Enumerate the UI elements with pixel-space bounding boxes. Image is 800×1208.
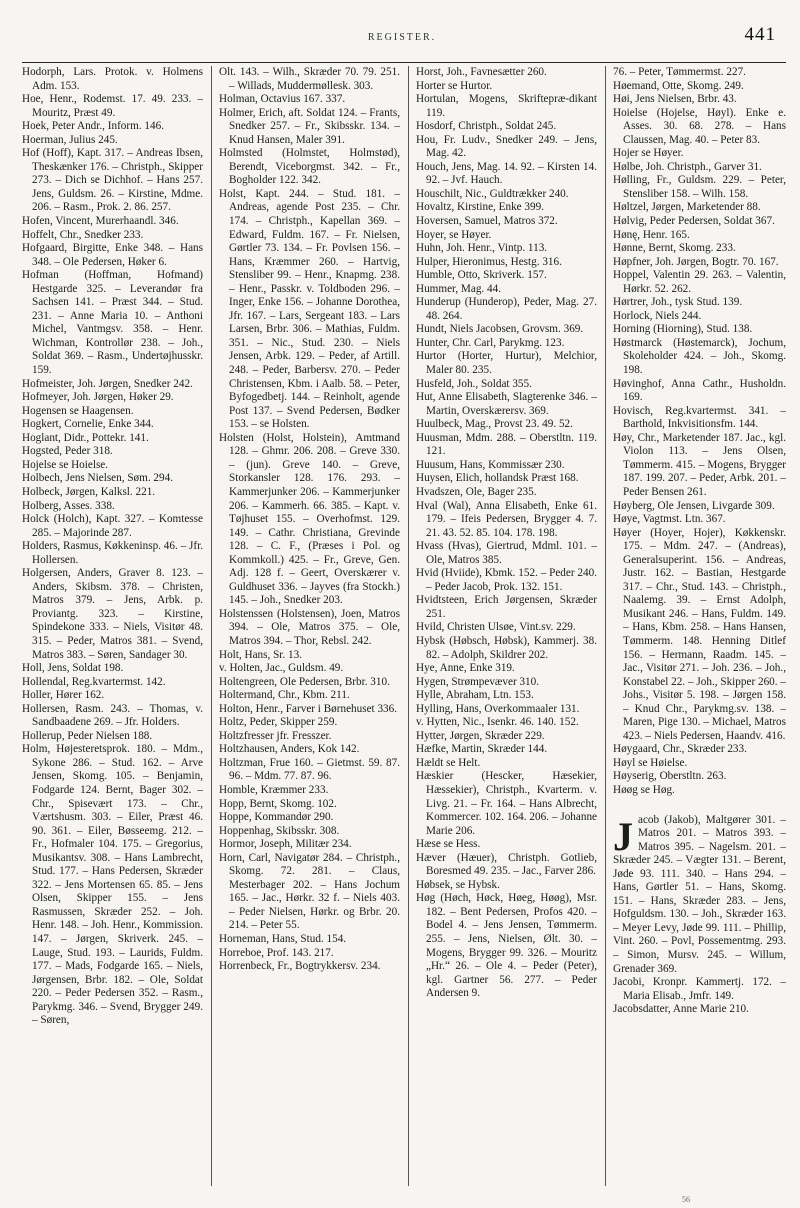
index-entry: Huysen, Elich, hollandsk Præst 168. xyxy=(416,472,579,485)
index-entry: Hvid (Hviide), Kbmk. 152. – Peder 240. – Peder Jacob, Prok. 132. 151. xyxy=(416,567,597,593)
index-entry: Hummer, Mag. 44. xyxy=(416,282,501,295)
index-entry: Høi, Jens Nielsen, Brbr. 43. xyxy=(613,93,737,106)
index-entry: Holtermand, Chr., Kbm. 211. xyxy=(219,689,350,702)
index-column-4 xyxy=(613,66,786,1186)
index-entry: Hønne, Bernt, Skomg. 233. xyxy=(613,242,736,255)
index-entry: Hæver (Hæuer), Christph. Gotlieb, Boresmed 49. 235. – Jac., Farver 286. xyxy=(416,851,597,878)
index-entry: Hovisch, Reg.kvartermst. 341. – Barthold, Inkvisitionsfm. 144. xyxy=(613,404,786,431)
index-entry: Hollendal, Reg.kvartermst. 142. xyxy=(22,675,166,688)
index-entry: Hortulan, Mogens, Skriftepræ-dikant 119. xyxy=(416,93,597,119)
index-entry: Hoglant, Didr., Pottekr. 141. xyxy=(22,431,149,444)
index-entry: Humble, Otto, Skriverk. 157. xyxy=(416,269,547,282)
index-entry: Holtzman, Frue 160. – Gietmst. 59. 87. 96. – Mdm. 77. 87. 96. xyxy=(219,756,400,783)
index-entry: Hvadszen, Ole, Bager 235. xyxy=(416,485,537,498)
index-entry: Hvass (Hvas), Giertrud, Mdml. 101. – Ole, Matros 385. xyxy=(416,540,597,566)
column-divider xyxy=(408,66,409,1186)
index-entry: Holler, Hører 162. xyxy=(22,689,105,702)
index-entry: Holbech, Jens Nielsen, Søm. 294. xyxy=(22,472,174,485)
index-entry: Hoe, Henr., Rodemst. 17. 49. 233. – Mouritz, Præst 49. xyxy=(22,93,203,119)
index-column-1 xyxy=(22,66,203,1186)
index-entry: Husfeld, Joh., Soldat 355. xyxy=(416,377,532,390)
index-entry: Horrenbeck, Fr., Bogtrykkersv. 234. xyxy=(219,960,381,973)
index-entry: Holsten (Holst, Holstein), Amtmand 128. – Ghmr. 206. 208. – Greve 330. – (jun). Greve 140. – Greve, Storkansler 128. 176. 293. – Kammerjunker 206. – Kammerjunker 206. – Kammerh. 66. 385. – Kapt. v. Tøjhuset 155. – Overhofmst. 129. 149. – Cathr. Christiana, Grevinde 128. – C. F., (Præses i Pol. og Kommkoll.) 425. – Fr., Greve, Gen. Adj. 128 f. – Geert, Overskærer v. Guldhuset 336. – Jayves (fra Stockh.) 145. – Joh., Snedker 203. xyxy=(219,431,400,607)
letter-j-first-entry xyxy=(613,814,786,977)
index-entry: Hoyer, se Høyer. xyxy=(416,228,492,241)
index-entry: Hoielse (Hojelse, Høyl). Enke e. Asses. 30. 68. 278. – Hans Claussen, Mag. 40. – Peter 83. xyxy=(613,106,786,146)
header-rule xyxy=(22,62,786,63)
index-entry: Horreboe, Prof. 143. 217. xyxy=(219,946,334,959)
column-divider xyxy=(605,66,606,1186)
index-entry: Hodorph, Lars. Protok. v. Holmens Adm. 153. xyxy=(22,66,203,92)
index-entry: Hoppel, Valentin 29. 263. – Valentin, Hørkr. 52. 262. xyxy=(613,269,786,295)
index-entry: Holgersen, Anders, Graver 8. 123. – Anders, Skibsm. 378. – Christen, Matros 379. – Jens, Arbk. p. Proviantg. 323. – Kirstine, Spindekone 333. – Niels, Visitør 48. 315. – Peder, Matros 381. – Svend, Matros 383. – Søren, Sandager 30. xyxy=(22,567,203,661)
index-entry: Hældt se Helt. xyxy=(416,756,481,769)
signature-folio: 56 xyxy=(682,1195,690,1204)
page-number: 441 xyxy=(744,24,776,45)
letter-j-section xyxy=(613,814,786,1017)
index-entry: Huusman, Mdm. 288. – Oberstltn. 119. 121. xyxy=(416,431,597,458)
index-entry: Holstenssen (Holstensen), Joen, Matros 394. – Ole, Matros 375. – Ole, Matros 394. – Thor, Rebsl. 242. xyxy=(219,607,400,647)
index-entry: Hulper, Hieronimus, Hestg. 316. xyxy=(416,255,562,268)
index-entry: Hou, Fr. Ludv., Snedker 249. – Jens, Mag. 42. xyxy=(416,133,597,160)
index-entry: Hunderup (Hunderop), Peder, Mag. 27. 48. 264. xyxy=(416,296,597,322)
index-entry: v. Holten, Jac., Guldsm. 49. xyxy=(219,662,344,675)
index-entry: Horneman, Hans, Stud. 154. xyxy=(219,933,347,945)
drop-cap-initial: J xyxy=(613,813,633,859)
index-entry: Houschilt, Nic., Guldtrækker 240. xyxy=(416,187,569,200)
register-columns xyxy=(22,66,786,1186)
index-entry: Hylling, Hans, Overkommaaler 131. xyxy=(416,702,580,715)
index-entry: Hosdorf, Christph., Soldat 245. xyxy=(416,120,557,133)
index-entry: Horn, Carl, Navigatør 284. – Christph., Skomg. 72. 281. – Claus, Mesterbager 202. – Hans Jochum 165. – Jac., Hørkr. 32 f. – Niels 403. – Peder Nielsen, Hørkr. og Brbr. 20. 214. – Peter 55. xyxy=(219,851,400,932)
letter-j-entry-text: acob (Jakob), Maltgører 301. – Matros 201. – Matros 393. – Matros 395. – Nagelsm. 201. – Skræder 245. – Vægter 131. – Berent, Jøde 93. 111. 340. – Hans 294. – Hans, Gørtler 51. – Hans, Skomg. 151. – Hans, Skræder 283. – Jens, Hofguldsm. 130. – Joh., Skræder 163. – Meyer Levy, Jøde 99. 111. – Phillip, Vint. 260. – Povl, Possementmg. 293. – Simon, Mursv. 245. – Willum, Grenader 369. xyxy=(613,813,786,975)
index-entry: Holck (Holch), Kapt. 327. – Komtesse 285. – Majorinde 287. xyxy=(22,513,203,539)
index-entry: Hølling, Fr., Guldsm. 229. – Peter, Stensliber 158. – Wilh. 158. xyxy=(613,174,786,200)
index-entry: Hofman (Hoffman, Hofmand) Hestgarde 325. – Leverandør fra Sachsen 141. – Præst 344. – Stud. 231. – Anne Maria 10. – Anthoni Michel, Vantmgsv. 358. – Henr. Wichman, Kontrollør 238. – Joh., Soldat 369. – Rasm., Undertøjhusskr. 159. xyxy=(22,269,203,377)
index-entry: Høpfner, Joh. Jørgen, Bogtr. 70. 167. xyxy=(613,255,779,268)
index-entry: Hæfke, Martin, Skræder 144. xyxy=(416,743,548,756)
index-entry: Hofmeister, Joh. Jørgen, Snedker 242. xyxy=(22,377,193,390)
index-entry: Hovaltz, Kirstine, Enke 399. xyxy=(416,201,545,214)
index-entry: Hygen, Strømpevæver 310. xyxy=(416,675,540,688)
index-entry: Hundt, Niels Jacobsen, Grovsm. 369. xyxy=(416,323,584,336)
index-entry: Holtz, Peder, Skipper 259. xyxy=(219,716,338,729)
index-entry: Horning (Hiorning), Stud. 138. xyxy=(613,323,753,336)
index-entry: Holt, Hans, Sr. 13. xyxy=(219,648,302,661)
index-entry: Holbeck, Jørgen, Kalksl. 221. xyxy=(22,485,156,498)
index-entry: Jacobsdatter, Anne Marie 210. xyxy=(613,1003,749,1016)
running-head: REGISTER. xyxy=(367,32,437,43)
index-entry: Hye, Anne, Enke 319. xyxy=(416,662,515,675)
index-entry: Hurtor (Horter, Hurtur), Melchior, Maler 80. 235. xyxy=(416,350,597,377)
index-entry: Hopp, Bernt, Skomg. 102. xyxy=(219,797,337,810)
index-entry: Høøg se Høg. xyxy=(613,783,675,796)
index-entry: Hæse se Hess. xyxy=(416,838,481,851)
index-entry: Horlock, Niels 244. xyxy=(613,309,702,322)
index-entry: Høy, Chr., Marketender 187. Jac., kgl. Violon 113. – Jens Olsen, Tømmerm. 415. – Mogens, Brygger 187. 199. 207. – Peder, Arbk. 201. – Peder Bensen 261. xyxy=(613,431,786,498)
index-entry: Hylle, Abraham, Ltn. 153. xyxy=(416,689,534,702)
index-entry: Hørtrer, Joh., tysk Stud. 139. xyxy=(613,296,743,309)
index-entry: Høyserig, Oberstltn. 263. xyxy=(613,770,727,783)
index-entry: Hut, Anne Elisabeth, Slagterenke 346. – Martin, Overskærersv. 369. xyxy=(416,391,597,417)
index-entry: Hofmeyer, Joh. Jørgen, Høker 29. xyxy=(22,391,174,404)
index-entry: Hoppe, Kommandør 290. xyxy=(219,811,334,824)
index-entry: Jacobi, Kronpr. Kammertj. 172. – Maria Elisab., Jmfr. 149. xyxy=(613,976,786,1002)
index-entry: Hojer se Høyer. xyxy=(613,147,684,160)
index-entry: Hofgaard, Birgitte, Enke 348. – Hans 348. – Ole Pedersen, Høker 6. xyxy=(22,242,203,268)
index-entry: Huulbeck, Mag., Provst 23. 49. 52. xyxy=(416,418,573,431)
index-entry: Holman, Octavius 167. 337. xyxy=(219,93,346,106)
index-entry: Hølbe, Joh. Christph., Garver 31. xyxy=(613,160,762,173)
index-entry: Homble, Kræmmer 233. xyxy=(219,783,329,796)
index-entry: Hojelse se Hoielse. xyxy=(22,458,109,471)
index-entry: Høemand, Otte, Skomg. 249. xyxy=(613,79,744,92)
index-entry: Høygaard, Chr., Skræder 233. xyxy=(613,743,747,756)
index-entry: Høltzel, Jørgen, Marketender 88. xyxy=(613,201,761,214)
index-entry: Hønę, Henr. 165. xyxy=(613,228,690,241)
index-entry: Houch, Jens, Mag. 14. 92. – Kirsten 14. 92. – Jvf. Hauch. xyxy=(416,160,597,187)
index-entry: Hybsk (Høbsch, Høbsk), Kammerj. 38. 82. – Adolph, Skildrer 202. xyxy=(416,634,597,661)
index-entry: Høyberg, Ole Jensen, Livgarde 309. xyxy=(613,499,775,512)
index-entry: Holmer, Erich, aft. Soldat 124. – Frants, Snedker 257. – Fr., Skibsskr. 134. – Knud Hansen, Maler 391. xyxy=(219,106,400,146)
column-divider xyxy=(211,66,212,1186)
index-entry: Høvinghof, Anna Cathr., Husholdn. 169. xyxy=(613,377,786,404)
index-entry: Horter se Hurtor. xyxy=(416,79,493,92)
index-column-4-entries xyxy=(613,66,786,798)
index-entry: Hoppenhag, Skibsskr. 308. xyxy=(219,824,340,837)
index-entry: Hoek, Peter Andr., Inform. 146. xyxy=(22,120,164,133)
index-entry: Hvidtsteen, Erich Jørgensen, Skræder 251. xyxy=(416,594,597,620)
index-entry: Hogkert, Cornelie, Enke 344. xyxy=(22,418,154,431)
index-entry: Holtzfresser jfr. Fresszer. xyxy=(219,729,332,742)
index-entry: Hvild, Christen Ulsøe, Vint.sv. 229. xyxy=(416,621,576,634)
index-entry: Hofen, Vincent, Murerhaandl. 346. xyxy=(22,215,179,228)
index-entry: Høbsek, se Hybsk. xyxy=(416,878,500,891)
index-entry: 76. – Peter, Tømmermst. 227. xyxy=(613,66,746,78)
index-entry: Holberg, Asses. 338. xyxy=(22,499,115,512)
index-entry: Høye, Vagtmst. Ltn. 367. xyxy=(613,513,726,526)
index-entry: Hytter, Jørgen, Skræder 229. xyxy=(416,729,545,742)
index-entry: Holmsted (Holmstet, Holmstød), Berendt, Viceborgmst. 342. – Fr., Bogholder 122. 342. xyxy=(219,147,400,187)
index-entry: Hollersen, Rasm. 243. – Thomas, v. Sandbaadene 269. – Jfr. Holders. xyxy=(22,702,203,729)
index-entry: Holtzhausen, Anders, Kok 142. xyxy=(219,743,360,756)
index-entry: Høg (Høch, Høck, Høeg, Høøg), Msr. 182. – Bent Pedersen, Profos 420. – Bodel 4. – Jens Jensen, Tømmerm. 255. – Jens, Nielsen, Ølt. 30. – Mogens, Brygger 99. 326. – Mouritz „Hr.“ 26. – Ole 4. – Peder (Peter), kgl. Gartner 56. 277. – Peder Andersen 9. xyxy=(416,892,597,1000)
page-header xyxy=(22,24,782,58)
index-entry: Høstmarck (Høstemarck), Jochum, Skoleholder 424. – Joh., Skomg. 198. xyxy=(613,336,786,377)
index-column-3 xyxy=(416,66,597,1186)
index-entry: Hoffelt, Chr., Snedker 233. xyxy=(22,228,144,241)
index-entry: Horst, Joh., Favnesætter 260. xyxy=(416,66,547,78)
index-entry: Hæskier (Hescker, Hæsekier, Hæssekier), Christph., Kvarterm. v. Livg. 21. – Fr. 164. – Hans Albrecht, Kommercer. 102. 164. 206. – Johanne Marie 206. xyxy=(416,770,597,837)
index-entry: Hogsted, Peder 318. xyxy=(22,445,113,458)
index-entry: Hval (Wal), Anna Elisabeth, Enke 61. 179. – Ifeis Pedersen, Brygger 4. 7. 21. 43. 52. 85. 104. 178. 198. xyxy=(416,499,597,539)
index-entry: Hoversen, Samuel, Matros 372. xyxy=(416,215,558,228)
index-entry: Hof (Hoff), Kapt. 317. – Andreas Ibsen, Theskænker 176. – Christph., Skipper 273. – Dich se Dichhof. – Hans 257. Jens, Guldsm. 26. – Kirstine, Mdme. 206. – Rasm., Prok. 2. 86. 257. xyxy=(22,147,203,214)
index-entry: Hollerup, Peder Nielsen 188. xyxy=(22,729,153,742)
index-entry: Holst, Kapt. 244. – Stud. 181. – Andreas, agende Post 235. – Chr. 174. – Christph., Kapellan 369. – Edward, Fuldm. 167. – Fr. Nielsen, Gørtler 73. 134. – Fr. Povlsen 156. – Hans, Kræmmer 260. – Hartvig, Stensliber 99. – Henr., Knapmg. 238. – Henr., Passkr. v. Toldboden 296. – Inger, Enke 156. – Johanne Dorothea, Jfr. 167. – Lars, Sergeant 183. – Lars Larsen, Brbr. 306. – Mathias, Fuldm. 351. – Nic., Stud. 230. – Niels Jensen, Arbk. 129. – Peder, af Artill. 248. – Peder, Barbersv. 270. – Peder Christensen, Kbm. i Aalb. 58. – Peter, Byfogedbetj. 144. – Reinholt, agende Post 137. – Svend Pedersen, Bødker 153. – se Holsten. xyxy=(219,187,400,431)
index-entry: Holtengreen, Ole Pedersen, Brbr. 310. xyxy=(219,675,390,688)
index-entry: Hogensen se Haagensen. xyxy=(22,404,134,417)
index-entry: Høyl se Høielse. xyxy=(613,756,688,769)
index-entry: v. Hytten, Nic., Isenkr. 46. 140. 152. xyxy=(416,716,579,729)
index-entry: Olt. 143. – Wilh., Skræder 70. 79. 251. – Willads, Muddermøllesk. 303. xyxy=(219,66,400,92)
index-entry: Holl, Jens, Soldat 198. xyxy=(22,662,124,675)
index-entry: Huhn, Joh. Henr., Vintp. 113. xyxy=(416,242,548,255)
index-entry: Høyer (Hoyer, Hojer), Køkkenskr. 175. – Mdm. 247. – (Andreas), Generalsuperint. 156. – Andreas, Justr. 162. – Bastian, Hestgarde 317. – Chr., Stud. 143. – Christph., Naalemg. 39. – Ernst Adolph, Musikant 246. – Hans, Fuldm. 149. – Hans, Kbm. 258. – Hans Hansen, Tømmerm. 148. Henning Ditlef 156. – Hermann, Raadm. 145. – Jac., Visitør 271. – Joh. 236. – Joh., Konstabel 22. – Joh., Skipper 260. – Johs., Visitør 5. 198. – Jørgen 158. – Knud Chr., Parykmg.sv. 138. – Maren, Pige 130. – Michael, Matros 423. – Niels Pedersen, Haandv. 416. xyxy=(613,526,786,742)
index-entry: Holm, Højesteretsprok. 180. – Mdm., Sykone 286. – Stud. 162. – Arve Jensen, Skomg. 105. – Benjamin, Fodgarde 124. Bernt, Bager 302. – Chr., Spisevært 173. – Chr., Værtshusm. 303. – Eiler, Præst 46. 90. 361. – Eiler, Bøsseemg. 212. – Fr., Hofmaler 104. 175. – Gregorius, Musikantsv. 308. – Hans Lambrecht, Stud. 177. – Hans Pedersen, Skræder 322. – Jens Mortensen 65. 85. – Jens Olsen, Skipper 155. – Jens Rasmussen, Skræder 252. – Joh. Henr. 148. – Joh. Henr., Kommission. 147. – Jørgen, Skriverk. 245. – Lauge, Stud. 193. – Laurids, Fuldm. 177. – Mads, Fodgarde 165. – Niels, Jørgensen, Brbr. 182. – Ole, Soldat 220. – Peder Pedersen 352. – Rasm., Parykmg. 346. – Svend, Brygger 249. – Søren, xyxy=(22,743,203,1027)
index-entry: Huusum, Hans, Kommissær 230. xyxy=(416,458,565,471)
index-column-2 xyxy=(219,66,400,1186)
index-entry: Holton, Henr., Farver i Børnehuset 336. xyxy=(219,702,398,715)
index-entry: Holders, Rasmus, Køkkeninsp. 46. – Jfr. Hollersen. xyxy=(22,540,203,566)
index-entry: Hormor, Joseph, Militær 234. xyxy=(219,838,352,851)
index-entry: Hunter, Chr. Carl, Parykmg. 123. xyxy=(416,336,565,349)
index-entry: Hoerman, Julius 245. xyxy=(22,133,118,146)
index-entry: Hølvig, Peder Pedersen, Soldat 367. xyxy=(613,215,775,228)
